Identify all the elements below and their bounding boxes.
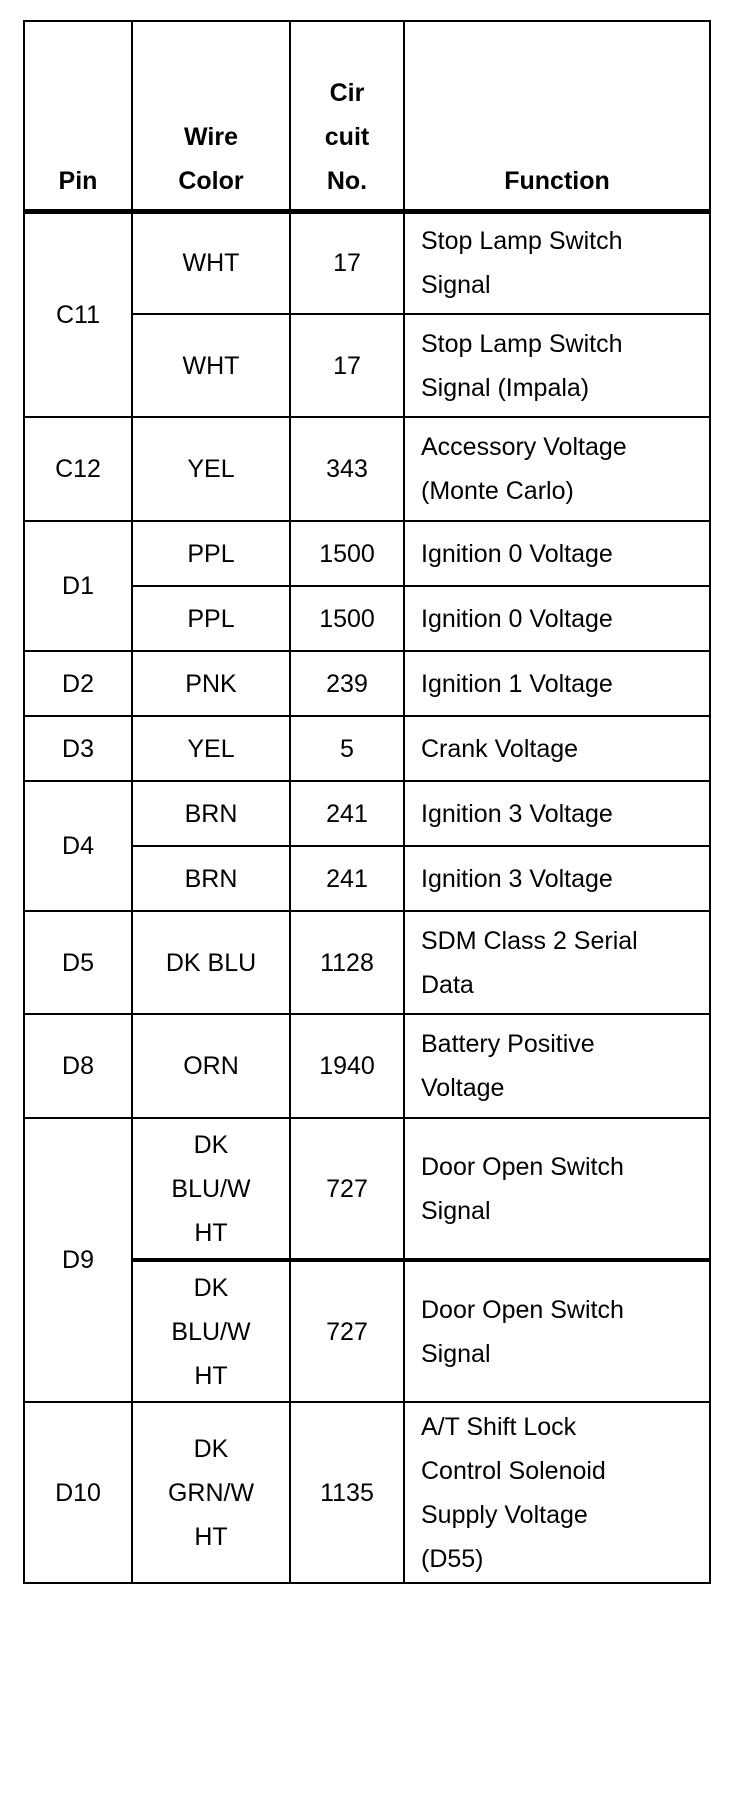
- function-cell: [404, 716, 710, 781]
- circuit-no-cell: [290, 1118, 404, 1260]
- wire-color-text: DK: [193, 1434, 229, 1463]
- function-cell: [404, 1118, 710, 1260]
- function-text: SDM Class 2 Serial: [421, 926, 638, 955]
- wire-color-cell: [132, 314, 290, 417]
- wire-color-text: HT: [194, 1522, 228, 1551]
- pin-cell: [24, 1402, 132, 1583]
- connector-pinout-table: [23, 20, 711, 1584]
- function-cell: [404, 781, 710, 846]
- table-wrapper: [23, 20, 711, 1584]
- function-cell: [404, 1402, 710, 1583]
- wire-color-text: DK BLU: [165, 948, 257, 977]
- pin-label: C12: [55, 455, 101, 483]
- function-text: Data: [421, 970, 474, 999]
- wire-color-text: PPL: [187, 539, 235, 568]
- circuit-no-cell: [290, 586, 404, 651]
- circuit-no-cell: [290, 1402, 404, 1583]
- pin-cell: [24, 1014, 132, 1118]
- function-cell: [404, 521, 710, 586]
- circuit-no-cell: [290, 911, 404, 1014]
- table-row: [24, 716, 710, 781]
- pin-cell: [24, 211, 132, 417]
- wire-color-text: PNK: [185, 669, 237, 698]
- pin-label: D9: [62, 1246, 94, 1274]
- circuit-no-text: 1135: [320, 1478, 374, 1507]
- wire-color-text: WHT: [182, 351, 240, 380]
- header-pin: Pin: [24, 21, 132, 211]
- function-cell: [404, 417, 710, 521]
- circuit-no-text: 727: [326, 1174, 368, 1203]
- table-row: [24, 211, 710, 314]
- wire-color-text: DK: [193, 1130, 229, 1159]
- circuit-no-text: 17: [333, 351, 361, 380]
- circuit-no-text: 1128: [320, 948, 374, 977]
- wire-color-cell: [132, 1014, 290, 1118]
- wire-color-text: YEL: [187, 455, 235, 483]
- function-cell: [404, 314, 710, 417]
- wire-color-text: WHT: [182, 249, 240, 278]
- function-text: Signal: [421, 271, 491, 300]
- circuit-no-cell: [290, 314, 404, 417]
- circuit-no-text: 727: [326, 1317, 368, 1346]
- header-wire-color: Wire Color: [132, 21, 290, 211]
- table-row: [24, 651, 710, 716]
- function-text: (D55): [421, 1544, 484, 1573]
- function-cell: [404, 1014, 710, 1118]
- wire-color-cell: [132, 1118, 290, 1260]
- wire-color-text: BLU/W: [171, 1174, 251, 1203]
- wire-color-text: YEL: [187, 734, 235, 763]
- function-text: Supply Voltage: [421, 1500, 588, 1529]
- function-text: Ignition 3 Voltage: [421, 864, 613, 893]
- table-body: [24, 211, 710, 1583]
- function-text: Door Open Switch: [421, 1152, 624, 1181]
- function-cell: [404, 651, 710, 716]
- circuit-no-text: 1500: [319, 539, 375, 568]
- wire-color-cell: [132, 716, 290, 781]
- circuit-no-cell: [290, 716, 404, 781]
- table-row: [24, 1014, 710, 1118]
- wire-color-cell: [132, 521, 290, 586]
- pin-cell: [24, 781, 132, 911]
- table-header: [24, 21, 710, 211]
- circuit-no-cell: [290, 781, 404, 846]
- table-row: [24, 521, 710, 586]
- function-text: Signal (Impala): [421, 373, 590, 402]
- circuit-no-text: 241: [326, 864, 368, 893]
- wire-color-text: ORN: [183, 1052, 239, 1080]
- circuit-no-cell: [290, 846, 404, 911]
- wire-color-cell: [132, 781, 290, 846]
- header-function: Function: [404, 21, 710, 211]
- table-row: [24, 417, 710, 521]
- pin-label: D2: [62, 669, 94, 698]
- pin-label: D1: [62, 572, 94, 600]
- function-text: Ignition 3 Voltage: [421, 799, 613, 828]
- function-cell: [404, 911, 710, 1014]
- function-text: Ignition 0 Voltage: [421, 604, 613, 633]
- function-cell: [404, 846, 710, 911]
- wire-color-text: BRN: [184, 799, 238, 828]
- wire-color-cell: [132, 651, 290, 716]
- function-text: Signal: [421, 1339, 491, 1368]
- pin-cell: [24, 716, 132, 781]
- pin-label: D10: [55, 1478, 101, 1507]
- function-text: Ignition 0 Voltage: [421, 539, 613, 568]
- wire-color-text: PPL: [187, 604, 235, 633]
- wire-color-cell: [132, 1260, 290, 1402]
- circuit-no-text: 343: [326, 455, 368, 483]
- function-text: Voltage: [421, 1074, 505, 1102]
- wire-color-cell: [132, 911, 290, 1014]
- circuit-no-text: 5: [340, 734, 354, 763]
- pin-label: D3: [62, 734, 94, 763]
- function-text: Ignition 1 Voltage: [421, 669, 613, 698]
- table-row: [24, 1118, 710, 1260]
- wire-color-text: GRN/W: [167, 1478, 255, 1507]
- wire-color-text: BRN: [184, 864, 238, 893]
- function-text: Stop Lamp Switch: [421, 329, 623, 358]
- circuit-no-text: 241: [326, 799, 368, 828]
- pin-label: D8: [62, 1052, 94, 1080]
- function-text: Battery Positive: [421, 1030, 595, 1058]
- wire-color-text: HT: [194, 1218, 228, 1247]
- pin-cell: [24, 521, 132, 651]
- circuit-no-cell: [290, 1014, 404, 1118]
- circuit-no-cell: [290, 1260, 404, 1402]
- circuit-no-text: 1940: [319, 1052, 375, 1080]
- pin-label: D5: [62, 948, 94, 977]
- function-text: (Monte Carlo): [421, 477, 574, 505]
- wire-color-cell: [132, 211, 290, 314]
- circuit-no-cell: [290, 521, 404, 586]
- circuit-no-text: 239: [326, 669, 368, 698]
- table-row: [24, 1402, 710, 1583]
- header-circuit-no: Cir cuit No.: [290, 21, 404, 211]
- function-text: Door Open Switch: [421, 1295, 624, 1324]
- wire-color-cell: [132, 846, 290, 911]
- pin-cell: [24, 417, 132, 521]
- circuit-no-text: 17: [333, 249, 361, 278]
- wire-color-text: DK: [193, 1273, 229, 1302]
- function-text: Crank Voltage: [421, 734, 579, 763]
- function-text: Stop Lamp Switch: [421, 227, 623, 256]
- wire-color-cell: [132, 1402, 290, 1583]
- wire-color-text: HT: [194, 1361, 228, 1390]
- circuit-no-cell: [290, 417, 404, 521]
- function-cell: [404, 586, 710, 651]
- wire-color-cell: [132, 586, 290, 651]
- function-text: Accessory Voltage: [421, 433, 627, 461]
- function-text: Signal: [421, 1196, 491, 1225]
- pin-cell: [24, 911, 132, 1014]
- pin-label: D4: [62, 832, 94, 860]
- wire-color-cell: [132, 417, 290, 521]
- header-row: [24, 21, 710, 211]
- function-text: A/T Shift Lock: [421, 1412, 577, 1441]
- circuit-no-text: 1500: [319, 604, 375, 633]
- function-cell: [404, 1260, 710, 1402]
- function-text: Control Solenoid: [421, 1456, 606, 1485]
- function-cell: [404, 211, 710, 314]
- pin-label: C11: [55, 300, 100, 329]
- wire-color-text: BLU/W: [171, 1317, 251, 1346]
- table-row: [24, 911, 710, 1014]
- pin-cell: [24, 651, 132, 716]
- circuit-no-cell: [290, 211, 404, 314]
- circuit-no-cell: [290, 651, 404, 716]
- table-row: [24, 781, 710, 846]
- pin-cell: [24, 1118, 132, 1402]
